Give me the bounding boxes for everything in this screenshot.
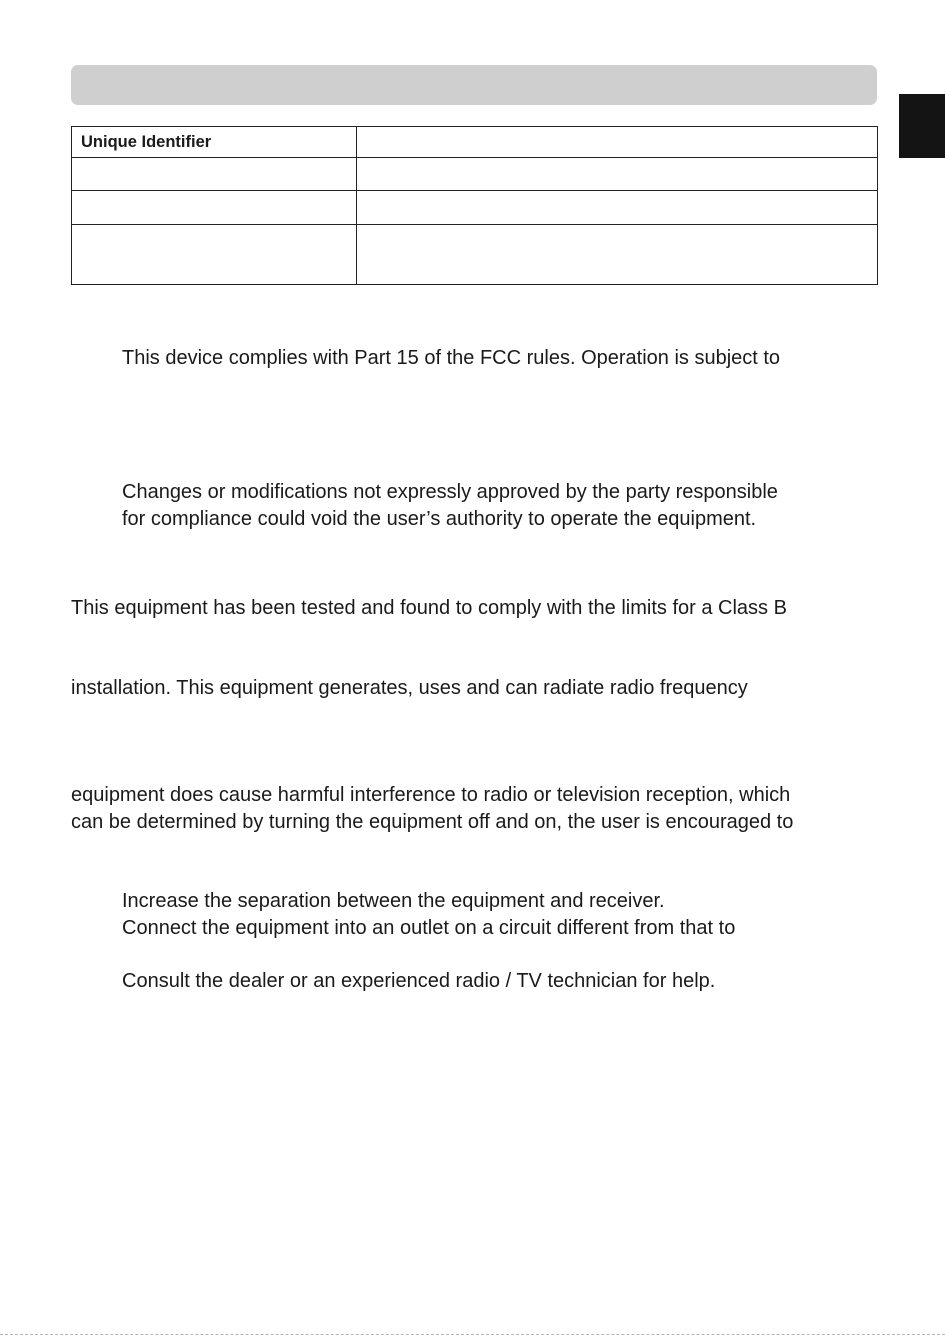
measure-item: Connect the equipment into an outlet on a circuit different from that to [122, 917, 736, 939]
table-row [72, 158, 878, 191]
table-cell: Unique Identifier [72, 127, 357, 158]
table-row [72, 191, 878, 225]
table-cell [72, 158, 357, 191]
class-b-statement-line: installation. This equipment generates, uses and can radiate radio frequency [71, 677, 748, 699]
table-cell [357, 225, 878, 285]
table-cell [357, 158, 878, 191]
table-row [72, 225, 878, 285]
table-cell [357, 127, 878, 158]
class-b-statement-line: This equipment has been tested and found to comply with the limits for a Class B [71, 597, 787, 619]
language-side-tab [899, 94, 945, 158]
changes-warning-line: Changes or modifications not expressly approved by the party responsible [122, 481, 778, 503]
table-row [72, 127, 878, 158]
table-cell [357, 191, 878, 225]
identifier-table [71, 126, 878, 285]
section-header-bar [71, 65, 877, 105]
changes-warning-line: for compliance could void the user’s authority to operate the equipment. [122, 508, 757, 530]
fcc-compliance-text: This device complies with Part 15 of the FCC rules. Operation is subject to [122, 347, 781, 369]
table-cell [72, 191, 357, 225]
measure-item: Consult the dealer or an experienced radio / TV technician for help. [122, 970, 716, 992]
page-bottom-rule [0, 1334, 945, 1335]
measure-item: Increase the separation between the equipment and receiver. [122, 890, 665, 912]
class-b-statement-line: can be determined by turning the equipment off and on, the user is encouraged to [71, 811, 794, 833]
class-b-statement-line: equipment does cause harmful interference to radio or television reception, which [71, 784, 791, 806]
table-cell [72, 225, 357, 285]
